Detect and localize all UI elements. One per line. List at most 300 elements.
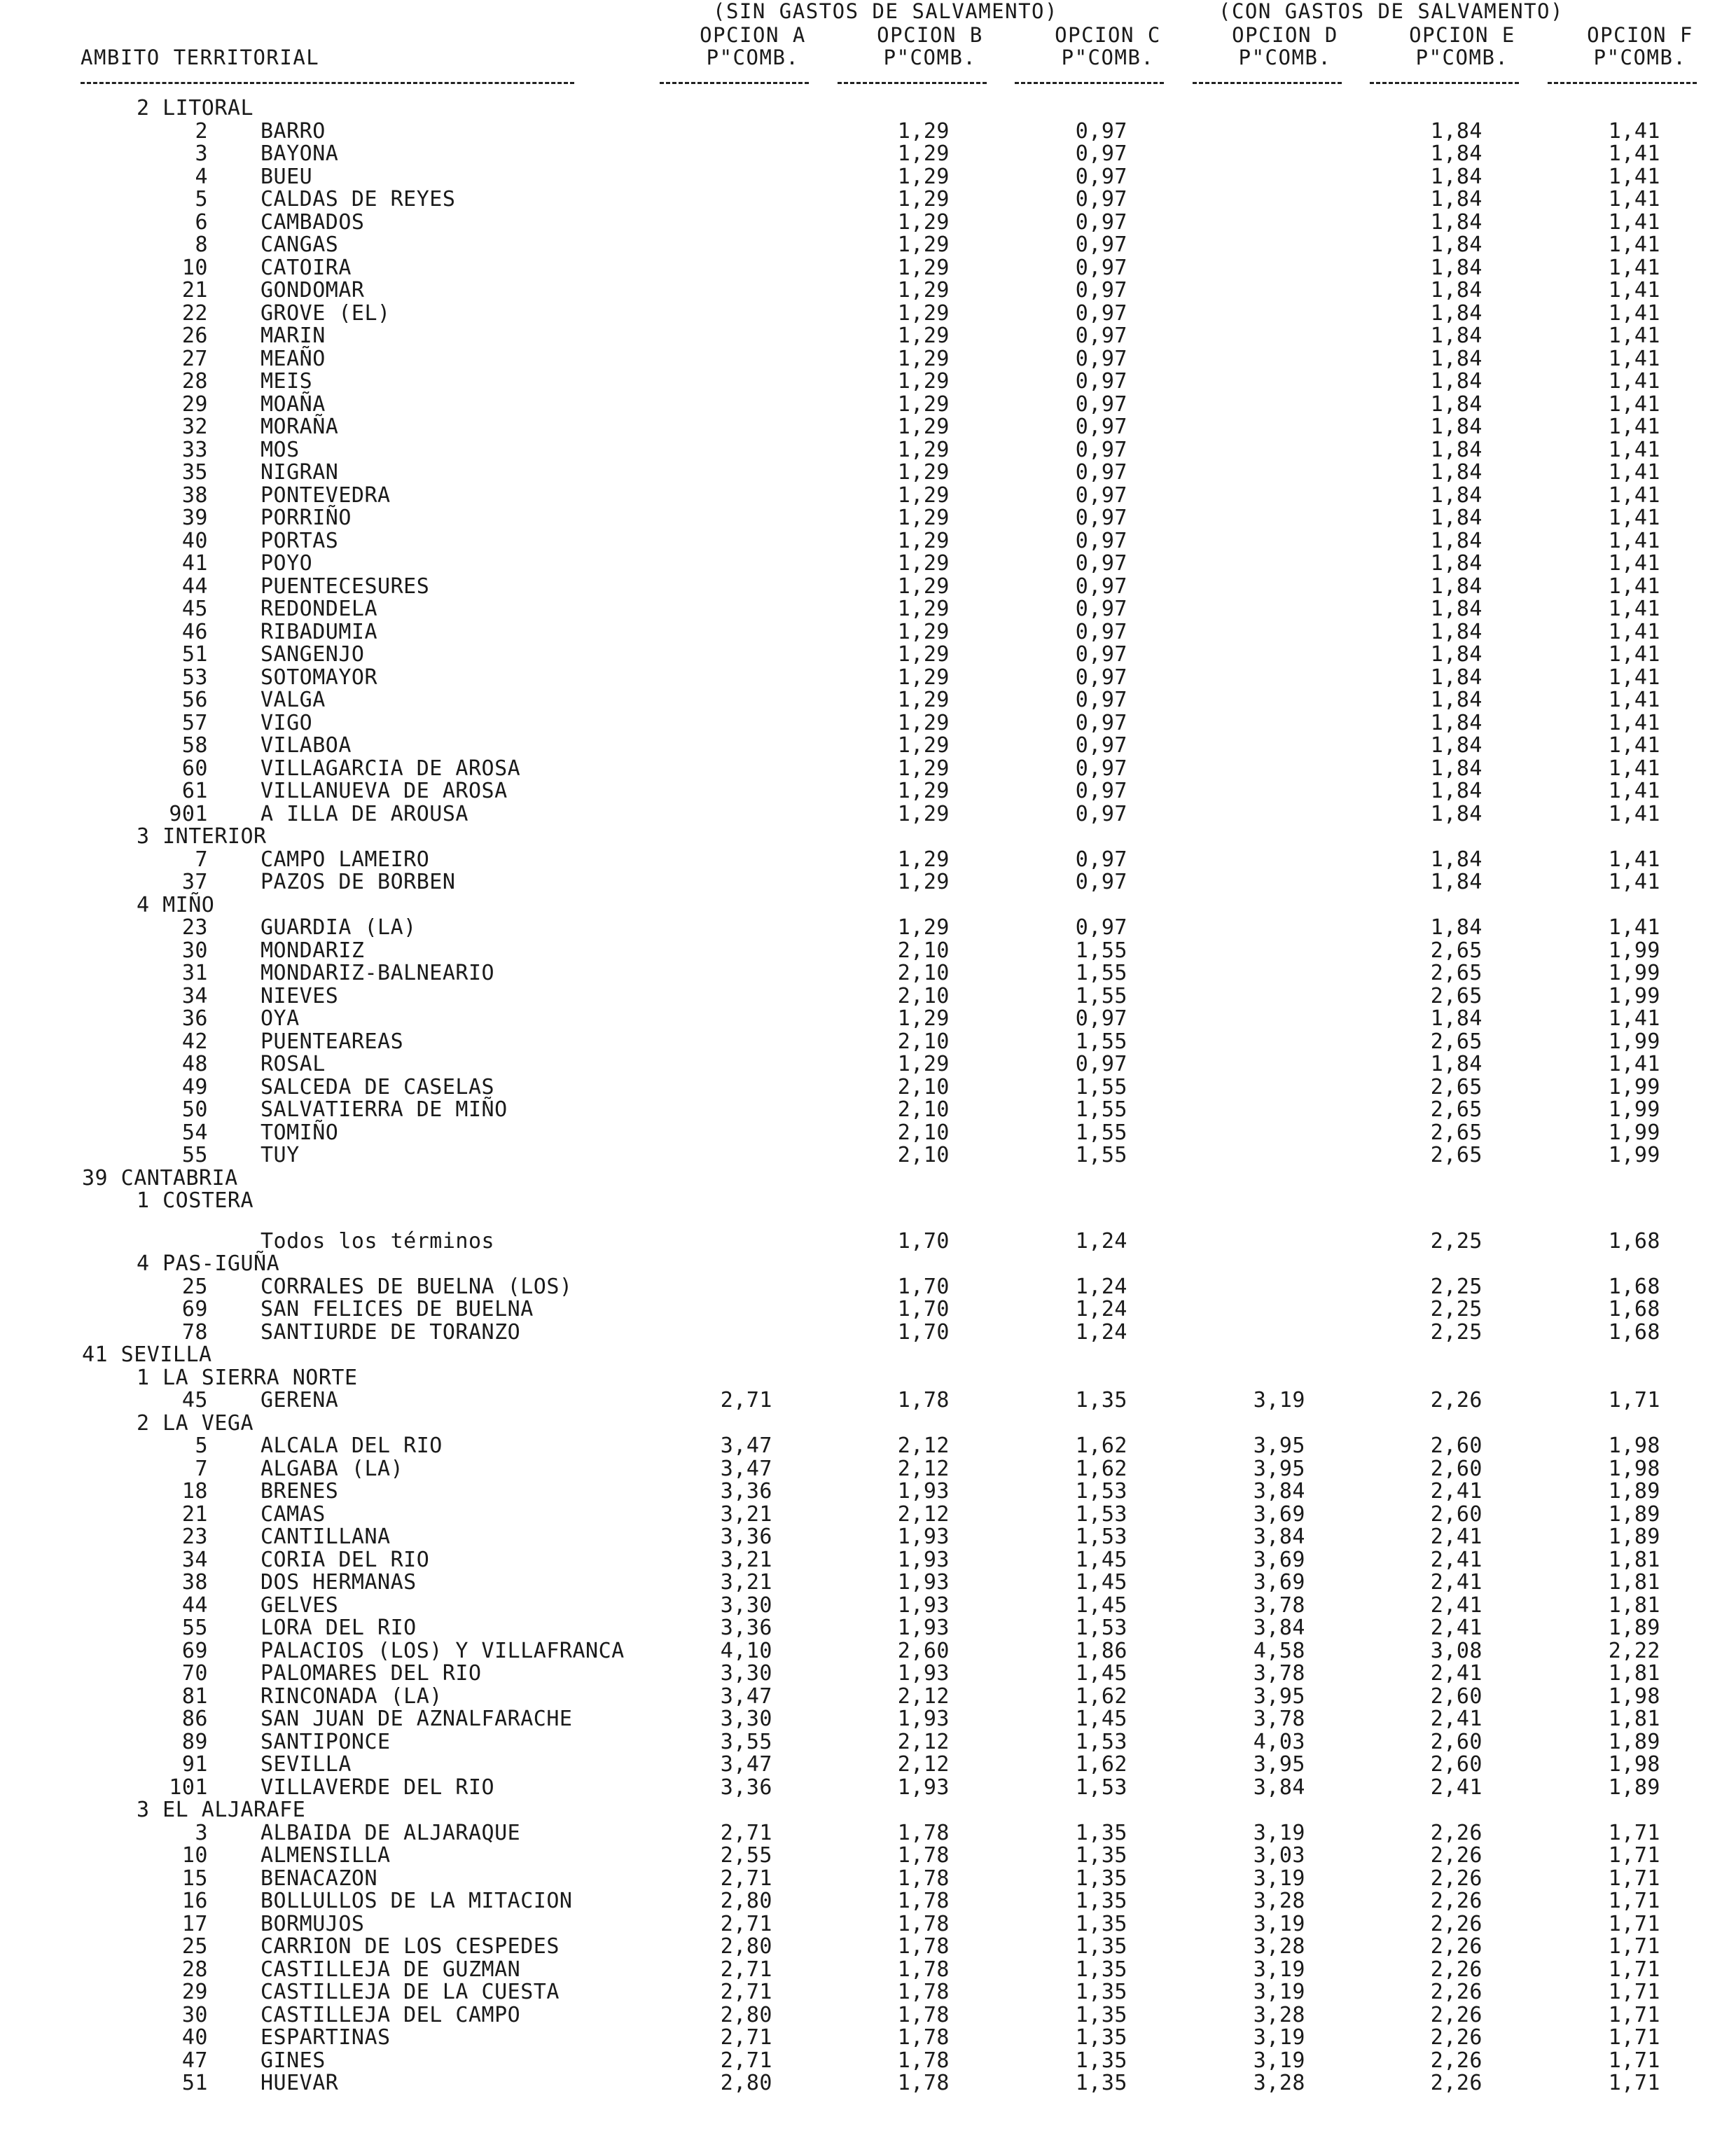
municipality-name: TOMIÑO (261, 1120, 339, 1145)
price-option-f: 1,41 (1608, 346, 1660, 371)
municipality-name: MEAÑO (261, 346, 326, 371)
price-option-b: 2,10 (897, 1097, 950, 1122)
price-option-b: 2,12 (897, 1684, 950, 1709)
municipality-name: PORRIÑO (261, 506, 352, 530)
municipality-code: 48 (181, 1052, 208, 1076)
municipality-code: 53 (181, 665, 208, 690)
price-option-b: 1,29 (897, 300, 950, 326)
price-option-f: 1,81 (1608, 1547, 1660, 1572)
price-option-a: 2,80 (720, 2002, 772, 2027)
price-option-c: 1,45 (1075, 1592, 1127, 1618)
municipality-name: SOTOMAYOR (261, 665, 378, 690)
price-option-c: 0,97 (1075, 847, 1127, 872)
price-option-d: 3,19 (1253, 1980, 1305, 2004)
price-option-c: 0,97 (1075, 1006, 1127, 1031)
price-option-f: 1,71 (1608, 2025, 1660, 2050)
municipality-name: ESPARTINAS (261, 2025, 391, 2050)
price-option-b: 2,10 (897, 983, 950, 1008)
municipality-code: 35 (181, 460, 208, 485)
municipality-code: 54 (181, 1120, 208, 1145)
price-option-b: 1,78 (897, 1843, 950, 1868)
price-option-f: 1,71 (1608, 1820, 1660, 1845)
municipality-code: 34 (181, 1547, 208, 1572)
price-option-e: 1,84 (1430, 688, 1482, 712)
price-option-c: 0,97 (1075, 733, 1127, 758)
price-option-f: 1,41 (1608, 255, 1660, 280)
price-option-f: 1,41 (1608, 801, 1660, 826)
price-option-b: 1,29 (897, 733, 950, 758)
price-option-c: 1,55 (1075, 938, 1127, 963)
price-option-f: 1,41 (1608, 437, 1660, 462)
municipality-name: SANGENJO (261, 642, 365, 667)
municipality-code: 44 (181, 1592, 208, 1618)
municipality-code: 46 (181, 619, 208, 644)
municipality-code: 56 (181, 688, 208, 712)
municipality-code: 50 (181, 1097, 208, 1122)
price-option-c: 1,24 (1075, 1228, 1127, 1254)
price-option-e: 1,84 (1430, 847, 1482, 872)
price-option-d: 3,69 (1253, 1570, 1305, 1595)
price-option-a: 2,71 (720, 1911, 772, 1936)
price-option-b: 1,78 (897, 1934, 950, 1959)
municipality-code: 21 (181, 1501, 208, 1527)
municipality-code: 69 (181, 1297, 208, 1321)
price-option-b: 1,78 (897, 1388, 950, 1412)
price-option-f: 1,41 (1608, 506, 1660, 530)
municipality-code: 901 (169, 801, 208, 826)
price-option-f: 1,89 (1608, 1525, 1660, 1549)
price-option-d: 3,84 (1253, 1616, 1305, 1640)
price-option-c: 0,97 (1075, 209, 1127, 235)
price-option-f: 1,41 (1608, 915, 1660, 940)
price-option-d: 3,95 (1253, 1434, 1305, 1458)
price-option-c: 1,62 (1075, 1456, 1127, 1481)
price-option-c: 0,97 (1075, 232, 1127, 257)
price-option-b: 1,93 (897, 1570, 950, 1595)
price-option-c: 0,97 (1075, 187, 1127, 211)
price-option-e: 1,84 (1430, 597, 1482, 621)
price-option-d: 3,19 (1253, 1957, 1305, 1982)
group-header-sin-gastos: (SIN GASTOS DE SALVAMENTO) (713, 0, 1058, 23)
municipality-code: 31 (181, 961, 208, 985)
price-option-f: 1,41 (1608, 369, 1660, 394)
price-option-f: 1,68 (1608, 1297, 1660, 1321)
municipality-name: PAZOS DE BORBEN (261, 870, 456, 894)
price-option-c: 1,55 (1075, 961, 1127, 985)
price-option-c: 1,35 (1075, 1911, 1127, 1936)
municipality-code: 101 (169, 1775, 208, 1800)
price-option-f: 1,71 (1608, 1866, 1660, 1891)
price-option-b: 2,10 (897, 1074, 950, 1099)
municipality-name: SALCEDA DE CASELAS (261, 1074, 495, 1099)
price-option-e: 2,41 (1430, 1707, 1482, 1731)
price-option-b: 2,10 (897, 938, 950, 963)
price-option-b: 1,70 (897, 1228, 950, 1254)
municipality-code: 47 (181, 2048, 208, 2073)
price-option-f: 1,71 (1608, 2048, 1660, 2073)
price-option-f: 1,41 (1608, 619, 1660, 644)
municipality-code: 4 (195, 164, 208, 189)
zone-heading: 3 INTERIOR (137, 824, 267, 849)
price-option-c: 1,53 (1075, 1501, 1127, 1527)
municipality-code: 55 (181, 1143, 208, 1167)
municipality-code: 69 (181, 1638, 208, 1663)
price-option-d: 3,28 (1253, 1889, 1305, 1913)
price-option-b: 2,12 (897, 1456, 950, 1481)
price-option-b: 1,29 (897, 391, 950, 417)
municipality-code: 33 (181, 437, 208, 462)
price-option-b: 1,29 (897, 779, 950, 803)
municipality-code: 51 (181, 2071, 208, 2095)
price-option-b: 1,93 (897, 1661, 950, 1686)
col-header-f-option: OPCION F (1587, 23, 1693, 47)
price-option-e: 2,25 (1430, 1297, 1482, 1321)
municipality-code: 78 (181, 1319, 208, 1345)
zone-heading: 4 MIÑO (137, 892, 215, 917)
price-option-a: 2,80 (720, 1889, 772, 1913)
price-option-c: 1,35 (1075, 1866, 1127, 1891)
price-option-b: 1,29 (897, 710, 950, 735)
price-option-a: 2,80 (720, 1934, 772, 1959)
price-option-c: 1,24 (1075, 1274, 1127, 1299)
price-option-f: 1,89 (1608, 1479, 1660, 1504)
price-option-b: 1,93 (897, 1592, 950, 1618)
municipality-name: A ILLA DE AROUSA (261, 801, 468, 826)
price-option-f: 1,41 (1608, 187, 1660, 211)
price-option-e: 1,84 (1430, 756, 1482, 781)
municipality-code: 26 (181, 324, 208, 348)
municipality-name: SANTIPONCE (261, 1729, 391, 1754)
price-option-b: 1,29 (897, 551, 950, 576)
municipality-name: SEVILLA (261, 1752, 352, 1777)
price-option-d: 3,03 (1253, 1843, 1305, 1868)
municipality-name: PUENTECESURES (261, 574, 430, 599)
price-option-f: 2,22 (1608, 1638, 1660, 1663)
price-option-f: 1,98 (1608, 1684, 1660, 1709)
municipality-code: 28 (181, 1957, 208, 1982)
price-option-c: 1,53 (1075, 1616, 1127, 1640)
price-option-c: 0,97 (1075, 1052, 1127, 1076)
price-option-c: 1,35 (1075, 1388, 1127, 1412)
municipality-name: ALMENSILLA (261, 1843, 391, 1868)
price-option-e: 1,84 (1430, 415, 1482, 439)
price-option-c: 0,97 (1075, 483, 1127, 508)
price-option-e: 1,84 (1430, 437, 1482, 462)
municipality-name: Todos los términos (261, 1228, 495, 1254)
price-option-b: 1,29 (897, 232, 950, 257)
municipality-name: CALDAS DE REYES (261, 187, 456, 211)
price-option-d: 3,28 (1253, 2002, 1305, 2027)
price-option-c: 0,97 (1075, 164, 1127, 189)
price-option-e: 2,26 (1430, 1843, 1482, 1868)
price-option-c: 1,62 (1075, 1684, 1127, 1709)
municipality-name: BARRO (261, 118, 326, 144)
municipality-code: 23 (181, 1525, 208, 1549)
price-option-c: 0,97 (1075, 801, 1127, 826)
municipality-name: BUEU (261, 164, 313, 189)
price-option-c: 0,97 (1075, 346, 1127, 371)
price-option-e: 2,26 (1430, 2002, 1482, 2027)
price-option-b: 1,29 (897, 870, 950, 894)
municipality-code: 5 (195, 1434, 208, 1458)
price-option-a: 2,71 (720, 1957, 772, 1982)
price-option-c: 0,97 (1075, 619, 1127, 644)
price-option-e: 2,41 (1430, 1525, 1482, 1549)
price-option-f: 1,68 (1608, 1274, 1660, 1299)
municipality-name: CARRION DE LOS CESPEDES (261, 1934, 560, 1959)
price-option-f: 1,68 (1608, 1319, 1660, 1345)
municipality-name: VIGO (261, 710, 313, 735)
municipality-name: TUY (261, 1143, 300, 1167)
price-option-c: 1,35 (1075, 1980, 1127, 2004)
municipality-code: 91 (181, 1752, 208, 1777)
municipality-code: 36 (181, 1006, 208, 1031)
municipality-code: 42 (181, 1029, 208, 1054)
municipality-code: 45 (181, 597, 208, 621)
municipality-code: 6 (195, 209, 208, 235)
price-option-e: 1,84 (1430, 300, 1482, 326)
municipality-name: ALBAIDA DE ALJARAQUE (261, 1820, 521, 1845)
price-option-a: 3,36 (720, 1479, 772, 1504)
price-option-b: 1,29 (897, 415, 950, 439)
price-option-f: 1,99 (1608, 1120, 1660, 1145)
price-option-b: 1,29 (897, 164, 950, 189)
ambito-territorial-header: AMBITO TERRITORIAL (81, 46, 320, 69)
price-option-d: 3,95 (1253, 1456, 1305, 1481)
municipality-name: BOLLULLOS DE LA MITACION (261, 1889, 573, 1913)
price-option-f: 1,81 (1608, 1707, 1660, 1731)
price-option-a: 2,71 (720, 2025, 772, 2050)
price-option-b: 2,12 (897, 1501, 950, 1527)
municipality-name: VILLAVERDE DEL RIO (261, 1775, 495, 1800)
price-option-e: 2,26 (1430, 2025, 1482, 2050)
price-option-b: 1,78 (897, 1911, 950, 1936)
price-option-c: 0,97 (1075, 300, 1127, 326)
municipality-name: MOAÑA (261, 391, 326, 417)
municipality-name: MOS (261, 437, 300, 462)
price-option-e: 2,26 (1430, 1934, 1482, 1959)
municipality-name: VALGA (261, 688, 326, 712)
price-option-e: 2,60 (1430, 1501, 1482, 1527)
group-header-con-gastos: (CON GASTOS DE SALVAMENTO) (1218, 0, 1564, 23)
price-option-b: 1,93 (897, 1525, 950, 1549)
price-option-e: 2,65 (1430, 938, 1482, 963)
price-option-c: 1,35 (1075, 2071, 1127, 2095)
municipality-code: 3 (195, 141, 208, 166)
price-option-e: 2,25 (1430, 1319, 1482, 1345)
municipality-code: 58 (181, 733, 208, 758)
price-option-c: 1,45 (1075, 1707, 1127, 1731)
price-option-f: 1,99 (1608, 983, 1660, 1008)
price-option-c: 0,97 (1075, 460, 1127, 485)
price-option-d: 3,78 (1253, 1592, 1305, 1618)
price-option-d: 3,78 (1253, 1707, 1305, 1731)
price-option-b: 2,12 (897, 1729, 950, 1754)
price-option-f: 1,71 (1608, 1934, 1660, 1959)
price-option-f: 1,41 (1608, 232, 1660, 257)
price-option-c: 0,97 (1075, 756, 1127, 781)
municipality-code: 34 (181, 983, 208, 1008)
municipality-name: MEIS (261, 369, 313, 394)
price-option-e: 2,65 (1430, 1120, 1482, 1145)
price-option-c: 0,97 (1075, 642, 1127, 667)
price-option-f: 1,41 (1608, 756, 1660, 781)
price-option-b: 1,29 (897, 346, 950, 371)
price-option-e: 2,65 (1430, 1074, 1482, 1099)
price-option-c: 1,53 (1075, 1775, 1127, 1800)
price-option-f: 1,71 (1608, 1388, 1660, 1412)
price-option-b: 1,29 (897, 847, 950, 872)
price-option-f: 1,71 (1608, 1911, 1660, 1936)
zone-heading: 2 LITORAL (137, 96, 254, 120)
price-option-b: 1,93 (897, 1547, 950, 1572)
price-option-b: 1,29 (897, 574, 950, 599)
municipality-name: BRENES (261, 1479, 339, 1504)
municipality-code: 89 (181, 1729, 208, 1754)
price-option-a: 4,10 (720, 1638, 772, 1663)
price-option-b: 1,29 (897, 756, 950, 781)
price-option-c: 0,97 (1075, 369, 1127, 394)
price-option-c: 1,55 (1075, 1120, 1127, 1145)
price-option-a: 3,21 (720, 1570, 772, 1595)
price-option-f: 1,99 (1608, 1074, 1660, 1099)
price-option-f: 1,89 (1608, 1775, 1660, 1800)
municipality-name: NIGRAN (261, 460, 339, 485)
municipality-code: 40 (181, 2025, 208, 2050)
price-option-b: 1,29 (897, 369, 950, 394)
price-option-f: 1,41 (1608, 141, 1660, 166)
price-option-e: 2,26 (1430, 1820, 1482, 1845)
price-option-d: 4,03 (1253, 1729, 1305, 1754)
price-option-f: 1,99 (1608, 938, 1660, 963)
price-option-d: 3,69 (1253, 1547, 1305, 1572)
municipality-name: CASTILLEJA DEL CAMPO (261, 2002, 521, 2027)
price-option-e: 2,26 (1430, 1980, 1482, 2004)
price-option-f: 1,41 (1608, 642, 1660, 667)
price-option-f: 1,99 (1608, 961, 1660, 985)
price-option-e: 1,84 (1430, 528, 1482, 553)
municipality-name: PUENTEAREAS (261, 1029, 404, 1054)
price-option-a: 3,36 (720, 1525, 772, 1549)
price-option-b: 1,29 (897, 187, 950, 211)
municipality-code: 28 (181, 369, 208, 394)
price-option-c: 0,97 (1075, 255, 1127, 280)
municipality-code: 30 (181, 938, 208, 963)
municipality-name: RIBADUMIA (261, 619, 378, 644)
municipality-code: 70 (181, 1661, 208, 1686)
price-option-a: 3,30 (720, 1707, 772, 1731)
municipality-code: 10 (181, 1843, 208, 1868)
price-option-f: 1,41 (1608, 460, 1660, 485)
price-option-f: 1,41 (1608, 415, 1660, 439)
price-option-e: 2,26 (1430, 1957, 1482, 1982)
municipality-code: 7 (195, 847, 208, 872)
price-option-a: 2,80 (720, 2071, 772, 2095)
price-option-a: 2,71 (720, 1980, 772, 2004)
price-option-d: 3,19 (1253, 1388, 1305, 1412)
price-option-e: 2,26 (1430, 1889, 1482, 1913)
price-option-c: 1,53 (1075, 1525, 1127, 1549)
municipality-code: 5 (195, 187, 208, 211)
municipality-name: HUEVAR (261, 2071, 339, 2095)
price-option-c: 0,97 (1075, 665, 1127, 690)
municipality-name: RINCONADA (LA) (261, 1684, 443, 1709)
price-option-e: 2,65 (1430, 961, 1482, 985)
price-option-b: 1,70 (897, 1297, 950, 1321)
price-option-a: 3,36 (720, 1616, 772, 1640)
price-option-d: 3,19 (1253, 1820, 1305, 1845)
municipality-code: 41 (181, 551, 208, 576)
price-option-e: 1,84 (1430, 369, 1482, 394)
price-option-f: 1,71 (1608, 1843, 1660, 1868)
price-option-b: 1,29 (897, 597, 950, 621)
price-option-a: 3,21 (720, 1501, 772, 1527)
price-option-d: 3,69 (1253, 1501, 1305, 1527)
price-option-e: 1,84 (1430, 209, 1482, 235)
price-option-d: 3,19 (1253, 2048, 1305, 2073)
municipality-code: 81 (181, 1684, 208, 1709)
zone-heading: 4 PAS-IGUÑA (137, 1251, 280, 1276)
municipality-name: SAN FELICES DE BUELNA (261, 1297, 534, 1321)
price-option-d: 3,28 (1253, 2071, 1305, 2095)
municipality-code: 17 (181, 1911, 208, 1936)
municipality-name: GELVES (261, 1592, 339, 1618)
municipality-name: PORTAS (261, 528, 339, 553)
municipality-name: SAN JUAN DE AZNALFARACHE (261, 1707, 573, 1731)
price-option-f: 1,41 (1608, 300, 1660, 326)
col-header-b-option: OPCION B (877, 23, 983, 47)
price-option-f: 1,41 (1608, 551, 1660, 576)
price-option-c: 0,97 (1075, 437, 1127, 462)
col-header-a-option: OPCION A (700, 23, 806, 47)
municipality-code: 23 (181, 915, 208, 940)
price-option-d: 3,19 (1253, 2025, 1305, 2050)
price-option-f: 1,41 (1608, 164, 1660, 189)
price-option-f: 1,41 (1608, 779, 1660, 803)
price-option-d: 3,19 (1253, 1911, 1305, 1936)
municipality-code: 21 (181, 278, 208, 303)
price-option-e: 2,26 (1430, 1911, 1482, 1936)
price-option-f: 1,41 (1608, 1006, 1660, 1031)
municipality-name: REDONDELA (261, 597, 378, 621)
price-option-e: 1,84 (1430, 619, 1482, 644)
price-option-d: 3,95 (1253, 1684, 1305, 1709)
price-option-e: 1,84 (1430, 346, 1482, 371)
price-option-c: 1,35 (1075, 2025, 1127, 2050)
price-option-e: 1,84 (1430, 324, 1482, 348)
price-option-f: 1,98 (1608, 1434, 1660, 1458)
price-option-f: 1,41 (1608, 870, 1660, 894)
price-option-e: 2,60 (1430, 1684, 1482, 1709)
price-option-c: 1,35 (1075, 1957, 1127, 1982)
municipality-name: CANTILLANA (261, 1525, 391, 1549)
municipality-name: VILLAGARCIA DE AROSA (261, 756, 521, 781)
price-option-e: 1,84 (1430, 187, 1482, 211)
price-option-c: 1,86 (1075, 1638, 1127, 1663)
price-option-c: 1,53 (1075, 1729, 1127, 1754)
price-option-c: 0,97 (1075, 324, 1127, 348)
price-option-d: 3,84 (1253, 1775, 1305, 1800)
price-option-b: 1,78 (897, 1957, 950, 1982)
municipality-name: MORAÑA (261, 415, 339, 439)
price-option-b: 1,78 (897, 1889, 950, 1913)
municipality-code: 29 (181, 391, 208, 417)
zone-heading: 3 EL ALJARAFE (137, 1798, 306, 1822)
municipality-name: ROSAL (261, 1052, 326, 1076)
price-option-e: 1,84 (1430, 1052, 1482, 1076)
price-option-a: 3,47 (720, 1456, 772, 1481)
municipality-code: 37 (181, 870, 208, 894)
